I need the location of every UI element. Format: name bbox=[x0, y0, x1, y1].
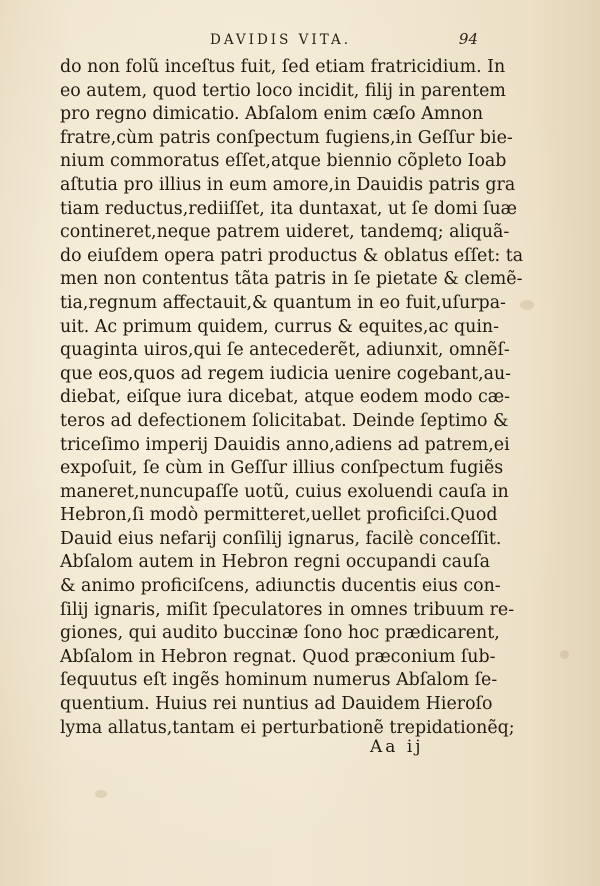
text-line: teros ad defectionem ſolicitabat. Deinde ſeptimo & bbox=[60, 410, 509, 431]
text-line: nium commoratus eſſet,atque biennio cõpleto Ioab bbox=[60, 151, 507, 172]
running-title: DAVIDIS VITA. bbox=[210, 32, 352, 48]
text-line: pro regno dimicatio. Abſalom enim cæſo Amnon bbox=[60, 104, 484, 125]
text-line: contineret,neque patrem uideret, tandemq; aliquã- bbox=[60, 222, 510, 243]
text-line: Dauid eius nefarij conſilij ignarus, facilè conceſſit. bbox=[60, 528, 502, 549]
text-line: diebat, eiſque iura dicebat, atque eodem modo cæ- bbox=[60, 387, 510, 408]
paper-stain bbox=[95, 790, 107, 798]
text-line: triceſimo imperij Dauidis anno,adiens ad patrem,ei bbox=[60, 434, 510, 455]
text-line: ſequutus eſt ingẽs hominum numerus Abſalom ſe- bbox=[60, 670, 498, 691]
signature-mark: Aa ij bbox=[370, 737, 424, 757]
text-line: aſtutia pro illius in eum amore,in Dauidis patris gra bbox=[60, 174, 516, 195]
page-number: 94 bbox=[458, 30, 478, 48]
text-line: do non folũ inceſtus fuit, ſed etiam fratricidium. In bbox=[60, 57, 506, 77]
page-header bbox=[60, 30, 476, 52]
text-line: quaginta uiros,qui ſe antecederẽt, adiunxit, omnẽſ- bbox=[60, 340, 510, 361]
text-line: expoſuit, ſe cùm in Geſſur illius conſpectum fugiẽs bbox=[60, 458, 504, 479]
text-line: men non contentus tãta patris in ſe pietate & clemẽ- bbox=[60, 269, 523, 290]
text-line: quentium. Huius rei nuntius ad Dauidem Hieroſo bbox=[60, 694, 493, 715]
text-block bbox=[60, 56, 524, 740]
text-line: tia,regnum affectauit,& quantum in eo fuit,uſurpa- bbox=[60, 292, 506, 313]
text-line: Abſalom autem in Hebron regni occupandi cauſa bbox=[60, 552, 491, 573]
text-line: lyma allatus,tantam ei perturbationẽ trepidationẽq; bbox=[60, 717, 515, 738]
text-line: que eos,quos ad regem iudicia uenire cogebant,au- bbox=[60, 363, 512, 384]
text-line: eo autem, quod tertio loco incidit, filij in parentem bbox=[60, 80, 506, 101]
text-line: do eiuſdem opera patri productus & oblatus eſſet: ta bbox=[60, 245, 524, 266]
text-line: fratre,cùm patris conſpectum fugiens,in Geſſur bie- bbox=[60, 127, 513, 148]
text-line: tiam reductus,rediiſſet, ita duntaxat, ut ſe domi ſuæ bbox=[60, 198, 518, 219]
text-line: Abſalom in Hebron regnat. Quod præconium ſub- bbox=[60, 646, 496, 667]
text-line: ſilij ignaris, miſit ſpeculatores in omnes tribuum re- bbox=[60, 599, 515, 620]
text-line: & animo proficiſcens, adiunctis ducentis eius con- bbox=[60, 576, 501, 597]
text-line: giones, qui audito buccinæ ſono hoc prædicarent, bbox=[60, 623, 500, 644]
paper-stain bbox=[560, 650, 569, 659]
paper-stain bbox=[520, 300, 534, 310]
text-line: maneret,nuncupaſſe uotũ, cuius exoluendi cauſa in bbox=[60, 481, 509, 502]
text-line: Hebron,ſi modò permitteret,uellet proficiſci.Quod bbox=[60, 505, 498, 526]
text-line: uit. Ac primum quidem, currus & equites,ac quin- bbox=[60, 316, 499, 337]
